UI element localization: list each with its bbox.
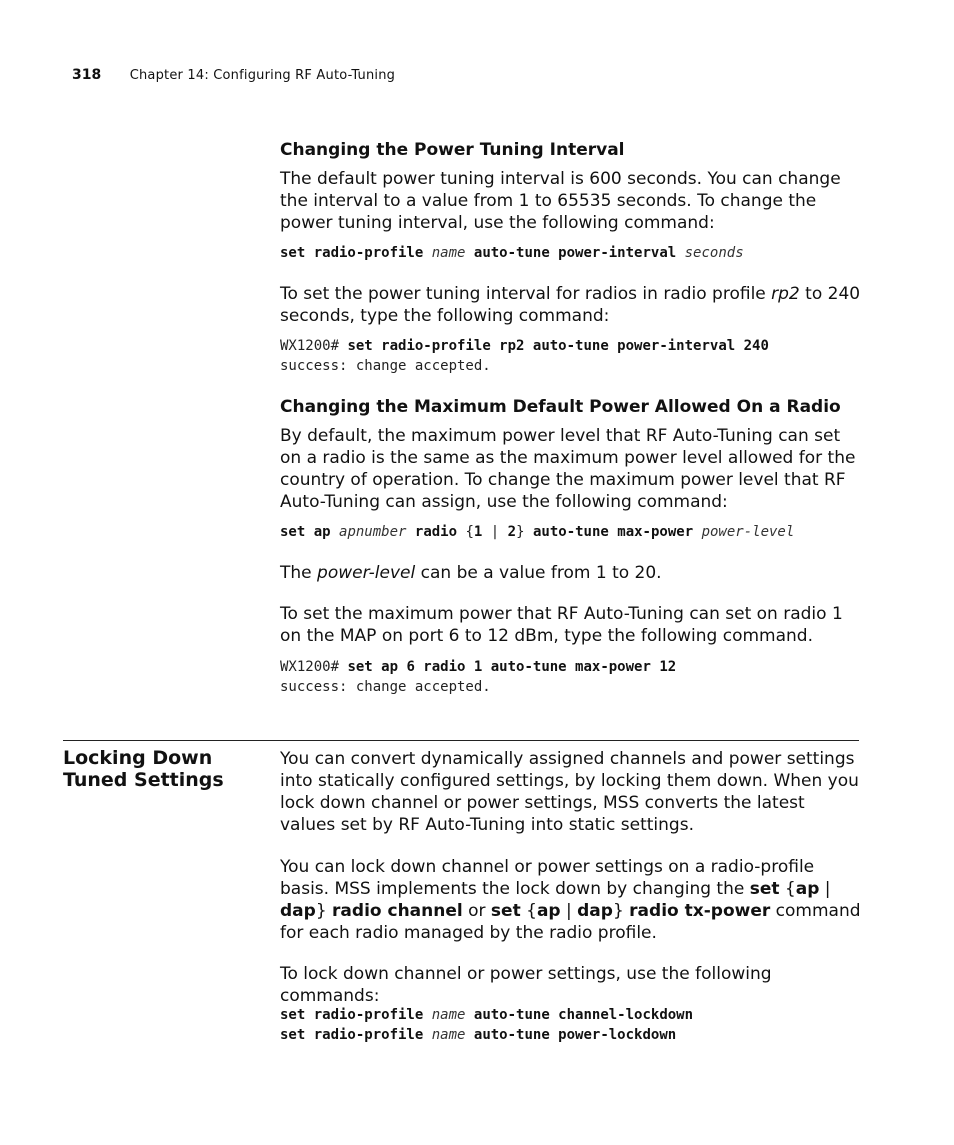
heading-locking-down: Locking Down Tuned Settings <box>63 747 224 791</box>
para-power-interval-intro: The default power tuning interval is 600 seconds. You can change the interval to a value from 1 to 65535 seconds. To change the power tuning interval, use the following command: <box>280 169 841 233</box>
bold-text: dap <box>280 901 316 921</box>
syntax-kw: auto-tune max-power <box>532 524 694 540</box>
para-power-level-range <box>280 562 865 584</box>
bold-text: set <box>490 901 521 921</box>
text: { <box>779 879 796 899</box>
text: can be a value from 1 to 20. <box>415 563 662 583</box>
syntax-max-power <box>280 522 794 542</box>
para-max-power-example: To set the maximum power that RF Auto-Tuning can set on radio 1 on the MAP on port 6 to 12 dBm, type the following command. <box>280 604 843 646</box>
syntax-kw: radio <box>414 524 458 540</box>
chapter-title: Chapter 14: Configuring RF Auto-Tuning <box>129 68 396 83</box>
syntax-var: apnumber <box>339 524 407 540</box>
cli-output: success: change accepted. <box>280 679 491 695</box>
syntax-kw: 1 <box>473 524 483 540</box>
text: } <box>315 901 333 921</box>
bold-text: radio tx-power <box>629 901 771 921</box>
section-divider <box>63 740 859 741</box>
syntax-pipe: | <box>490 524 500 540</box>
heading-max-power: Changing the Maximum Default Power Allowed On a Radio <box>280 397 841 417</box>
text: command for each radio managed by the radio profile. <box>280 901 861 943</box>
text: or <box>462 901 491 921</box>
bold-text: radio channel <box>332 901 463 921</box>
italic-text: rp2 <box>771 284 800 304</box>
syntax-kw: auto-tune channel-lockdown <box>473 1007 694 1023</box>
syntax-power-interval <box>280 243 744 263</box>
cli-prompt: WX1200# <box>280 659 340 675</box>
text: You can lock down channel or power settings on a radio-profile basis. MSS implements the lock down by changing the <box>280 857 815 899</box>
syntax-var: name <box>431 1007 466 1023</box>
syntax-var: power-level <box>701 524 795 540</box>
cli-command: set radio-profile rp2 auto-tune power-interval 240 <box>347 338 769 354</box>
syntax-kw: set radio-profile <box>280 1007 424 1023</box>
syntax-kw: set radio-profile <box>280 1027 424 1043</box>
syntax-kw: set ap <box>280 524 331 540</box>
syntax-kw: 2 <box>507 524 517 540</box>
text: | <box>819 879 831 899</box>
bold-text: set <box>749 879 780 899</box>
bold-text: ap <box>536 901 561 921</box>
syntax-kw: auto-tune power-interval <box>473 245 677 261</box>
cli-command: set ap 6 radio 1 auto-tune max-power 12 <box>347 659 677 675</box>
example-max-power <box>280 657 676 697</box>
text: { <box>520 901 537 921</box>
text: The <box>280 563 318 583</box>
syntax-var: name <box>431 245 466 261</box>
para-lockdown-intro: You can convert dynamically assigned channels and power settings into statically configured settings, by locking them down. When you lock down channel or power settings, MSS converts the latest values set by RF Auto-Tuning into static settings. <box>280 749 859 835</box>
text: | <box>560 901 578 921</box>
text: To set the power tuning interval for radios in radio profile <box>280 284 772 304</box>
bold-text: dap <box>577 901 613 921</box>
syntax-lockdown <box>280 1005 693 1045</box>
syntax-kw: auto-tune power-lockdown <box>473 1027 677 1043</box>
para-lockdown-basis <box>280 856 865 944</box>
example-power-interval <box>280 336 769 376</box>
para-power-interval-example <box>280 283 865 327</box>
syntax-brace: { <box>465 524 474 540</box>
syntax-brace: } <box>516 524 525 540</box>
running-header <box>72 67 395 83</box>
page-number: 318 <box>72 67 102 83</box>
syntax-kw: set radio-profile <box>280 245 424 261</box>
syntax-var: name <box>431 1027 466 1043</box>
heading-power-interval: Changing the Power Tuning Interval <box>280 140 625 160</box>
italic-text: power-level <box>317 563 416 583</box>
para-lockdown-commands: To lock down channel or power settings, use the following commands: <box>280 964 772 1006</box>
syntax-var: seconds <box>684 245 744 261</box>
text: } <box>612 901 630 921</box>
cli-prompt: WX1200# <box>280 338 340 354</box>
para-max-power-intro: By default, the maximum power level that RF Auto-Tuning can set on a radio is the same as the maximum power level allowed for the country of operation. To change the maximum power level that RF Auto-Tuning can assign, use the following command: <box>280 426 856 512</box>
bold-text: ap <box>795 879 820 899</box>
cli-output: success: change accepted. <box>280 358 491 374</box>
text: to 240 seconds, type the following command: <box>280 284 861 326</box>
